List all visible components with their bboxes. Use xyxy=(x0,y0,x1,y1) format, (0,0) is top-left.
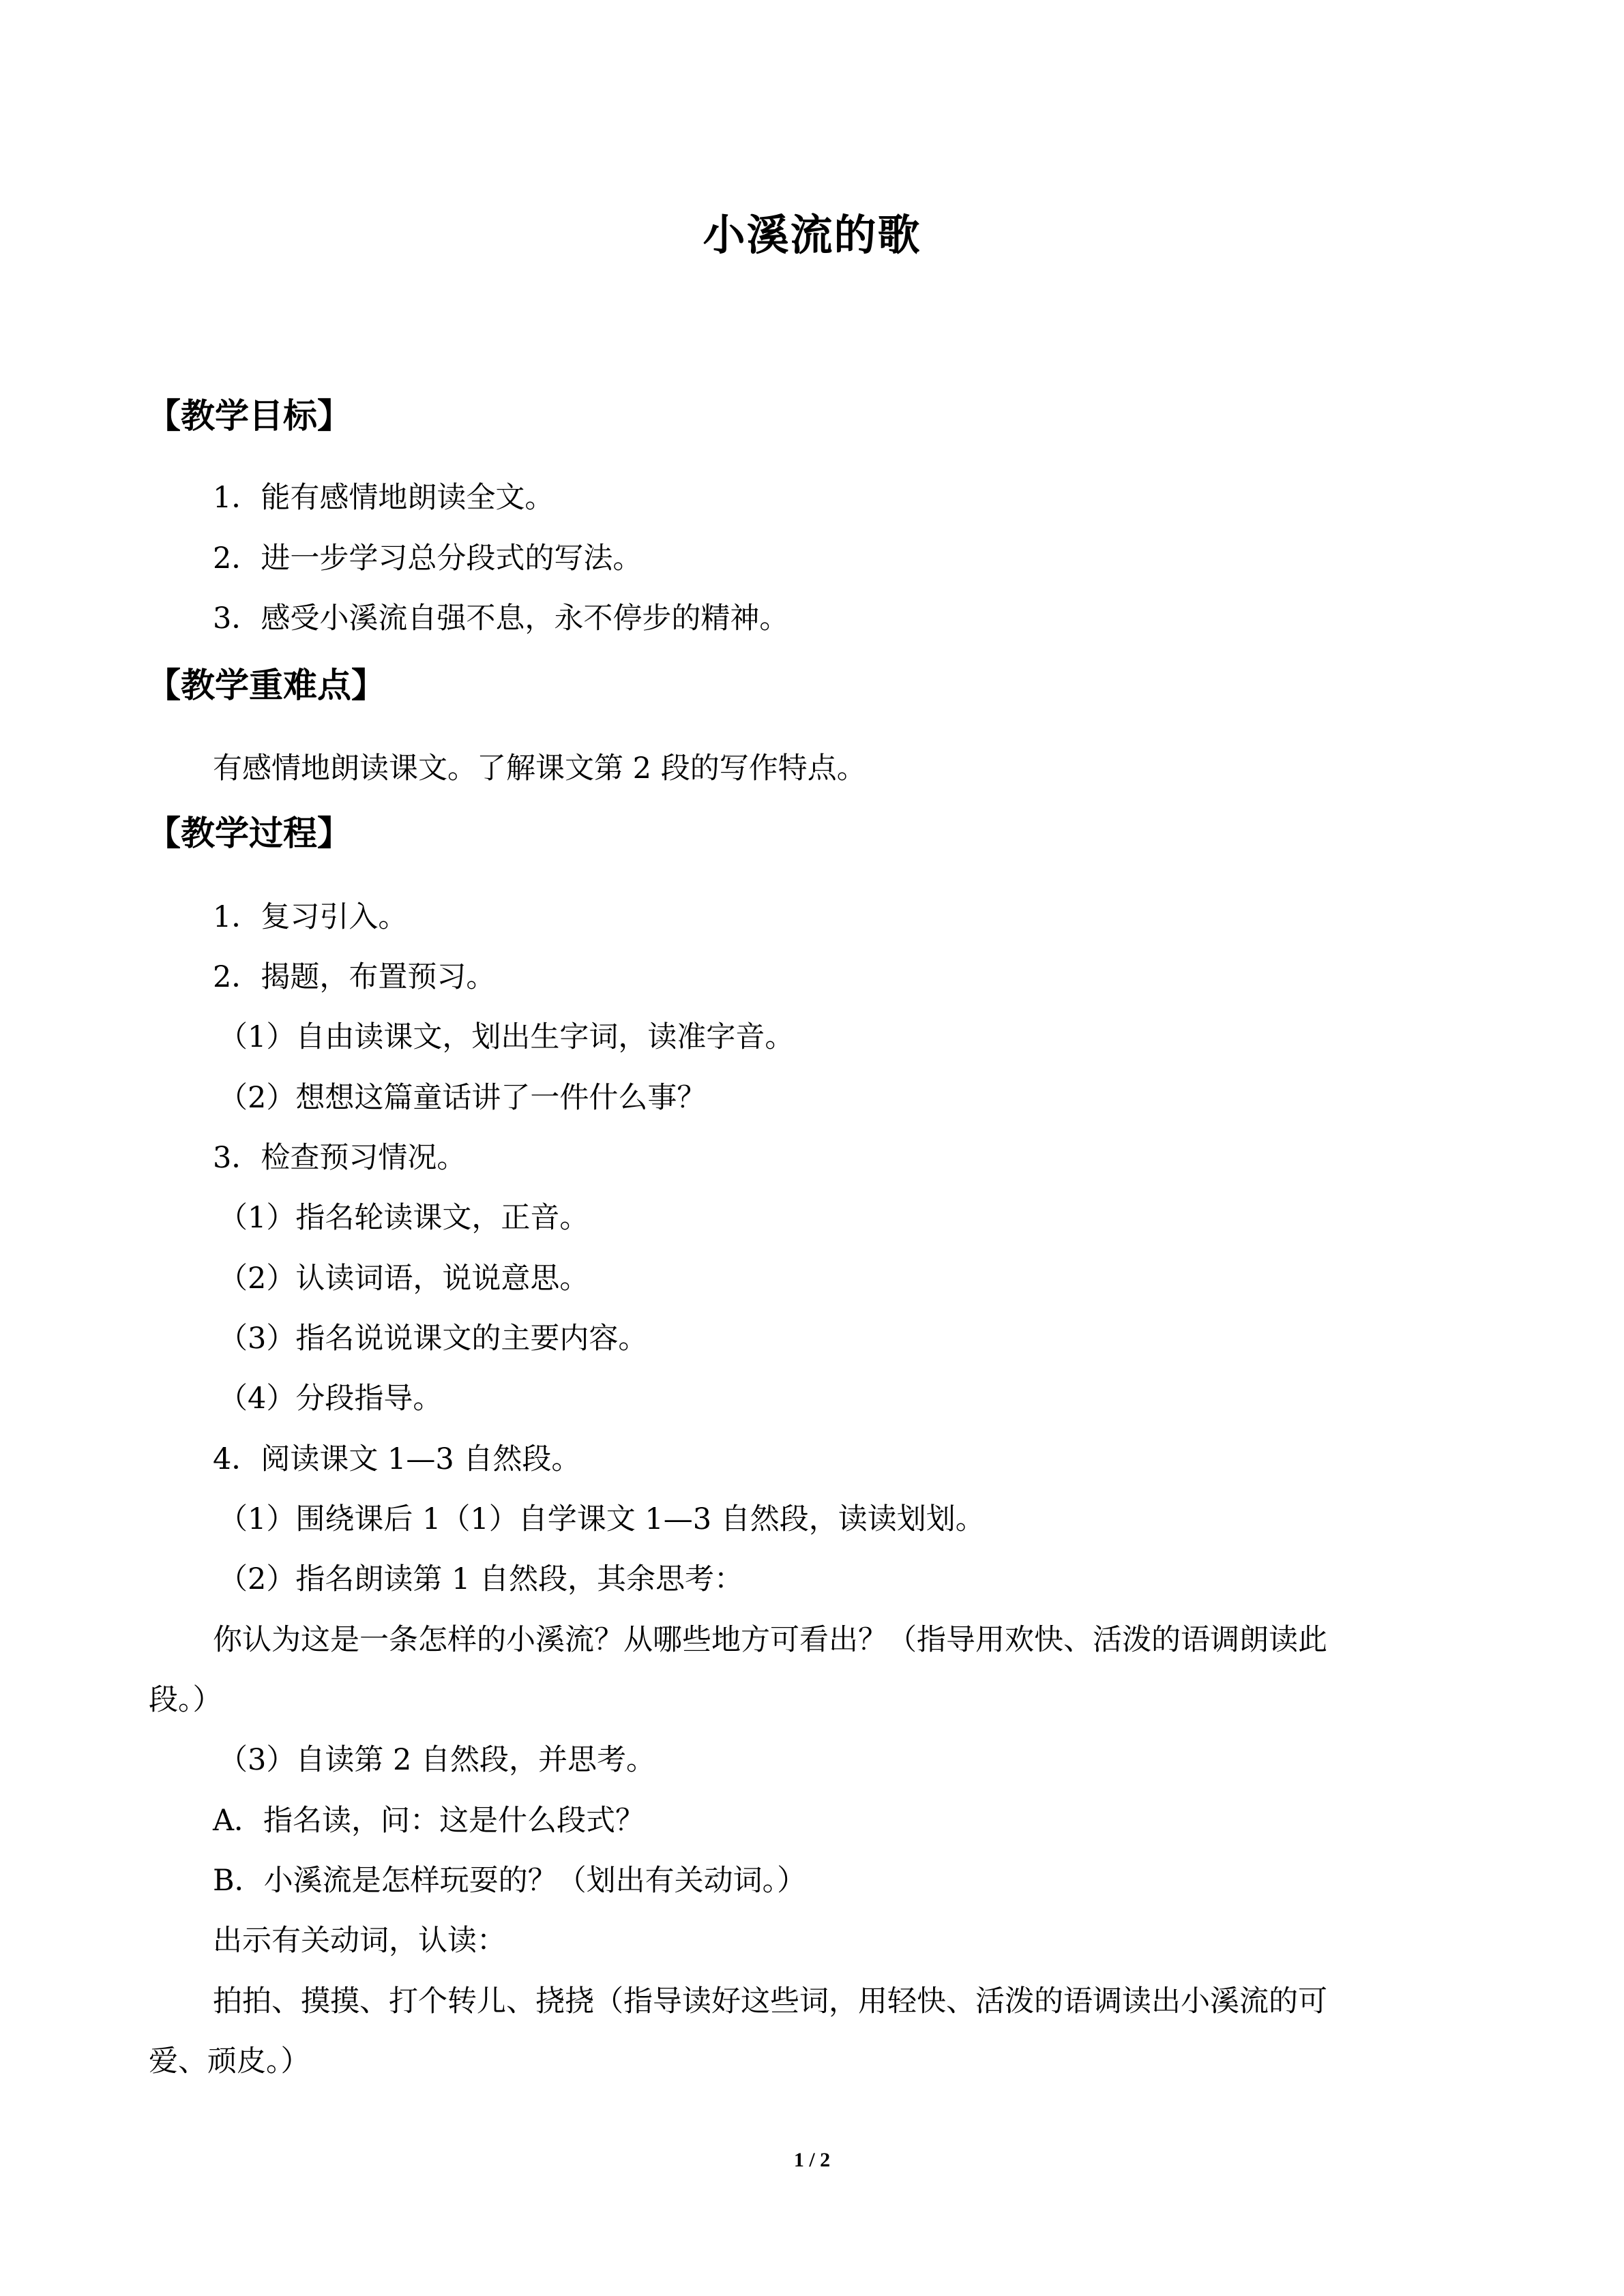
objective-item: 2．进一步学习总分段式的写法。 xyxy=(213,541,643,576)
process-line: 出示有关动词，认读： xyxy=(213,1924,506,1958)
objective-item: 3．感受小溪流自强不息，永不停步的精神。 xyxy=(213,601,789,636)
section-heading-key-points: 【教学重难点】 xyxy=(147,666,385,705)
process-line: （2）想想这篇童话讲了一件什么事？ xyxy=(218,1081,707,1115)
process-line: （3）自读第 2 自然段，并思考。 xyxy=(218,1743,656,1777)
key-points-text: 有感情地朗读课文。了解课文第 2 段的写作特点。 xyxy=(213,751,866,786)
process-line: 爱、顽皮。） xyxy=(149,2044,310,2078)
process-line: 2．揭题，布置预习。 xyxy=(213,960,496,994)
process-line: 你认为这是一条怎样的小溪流？从哪些地方可看出？（指导用欢快、活泼的语调朗读此 xyxy=(213,1623,1327,1657)
section-heading-objectives: 【教学目标】 xyxy=(147,396,351,436)
process-line: （1）指名轮读课文，正音。 xyxy=(218,1201,589,1235)
document-title: 小溪流的歌 xyxy=(703,210,921,260)
process-line: 段。） xyxy=(149,1683,222,1717)
process-line: A．指名读，问：这是什么段式？ xyxy=(213,1804,645,1838)
process-line: （1）自由读课文，划出生字词，读准字音。 xyxy=(218,1020,795,1054)
objective-item: 1．能有感情地朗读全文。 xyxy=(213,481,555,515)
section-heading-process: 【教学过程】 xyxy=(147,814,351,853)
process-line: 拍拍、摸摸、打个转儿、挠挠（指导读好这些词，用轻快、活泼的语调读出小溪流的可 xyxy=(213,1984,1327,2018)
process-line: 3．检查预习情况。 xyxy=(213,1141,467,1175)
process-line: 1．复习引入。 xyxy=(213,900,408,934)
process-line: 4．阅读课文 1—3 自然段。 xyxy=(213,1442,581,1476)
process-line: （3）指名说说课文的主要内容。 xyxy=(218,1322,648,1356)
process-line: B．小溪流是怎样玩耍的？（划出有关动词。） xyxy=(213,1864,807,1898)
process-line: （4）分段指导。 xyxy=(218,1382,443,1416)
process-line: （2）认读词语，说说意思。 xyxy=(218,1262,589,1296)
process-line: （1）围绕课后 1（1）自学课文 1—3 自然段，读读划划。 xyxy=(218,1502,985,1536)
page-number: 1 / 2 xyxy=(793,2149,831,2171)
process-line: （2）指名朗读第 1 自然段，其余思考： xyxy=(218,1562,744,1596)
